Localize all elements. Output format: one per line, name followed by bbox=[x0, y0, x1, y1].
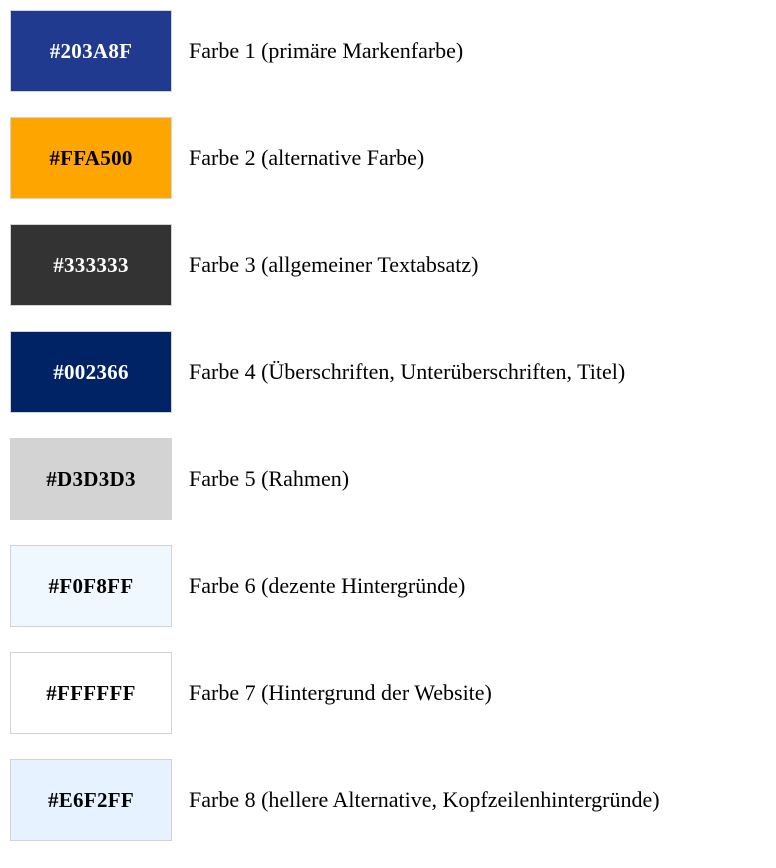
color-usage-label: Farbe 7 (Hintergrund der Website) bbox=[189, 680, 492, 705]
color-swatch: #203A8F bbox=[10, 10, 172, 92]
palette-row bbox=[10, 652, 776, 734]
palette-row bbox=[10, 438, 776, 520]
color-swatch: #FFFFFF bbox=[10, 652, 172, 734]
palette-row bbox=[10, 331, 776, 413]
color-swatch: #D3D3D3 bbox=[10, 438, 172, 520]
color-swatch: #F0F8FF bbox=[10, 545, 172, 627]
palette-row bbox=[10, 10, 776, 92]
color-usage-label: Farbe 3 (allgemeiner Textabsatz) bbox=[189, 252, 479, 277]
color-swatch: #FFA500 bbox=[10, 117, 172, 199]
palette-row bbox=[10, 224, 776, 306]
palette-row bbox=[10, 759, 776, 841]
color-usage-label: Farbe 2 (alternative Farbe) bbox=[189, 145, 425, 170]
palette-row bbox=[10, 545, 776, 627]
color-usage-label: Farbe 8 (hellere Alternative, Kopfzeilenhintergründe) bbox=[189, 787, 660, 812]
color-swatch: #002366 bbox=[10, 331, 172, 413]
color-usage-label: Farbe 5 (Rahmen) bbox=[189, 466, 350, 491]
color-usage-label: Farbe 4 (Überschriften, Unterüberschriften, Titel) bbox=[189, 359, 626, 384]
color-usage-label: Farbe 1 (primäre Markenfarbe) bbox=[189, 38, 464, 63]
color-swatch: #333333 bbox=[10, 224, 172, 306]
palette-row bbox=[10, 117, 776, 199]
color-swatch: #E6F2FF bbox=[10, 759, 172, 841]
color-usage-label: Farbe 6 (dezente Hintergründe) bbox=[189, 573, 466, 598]
